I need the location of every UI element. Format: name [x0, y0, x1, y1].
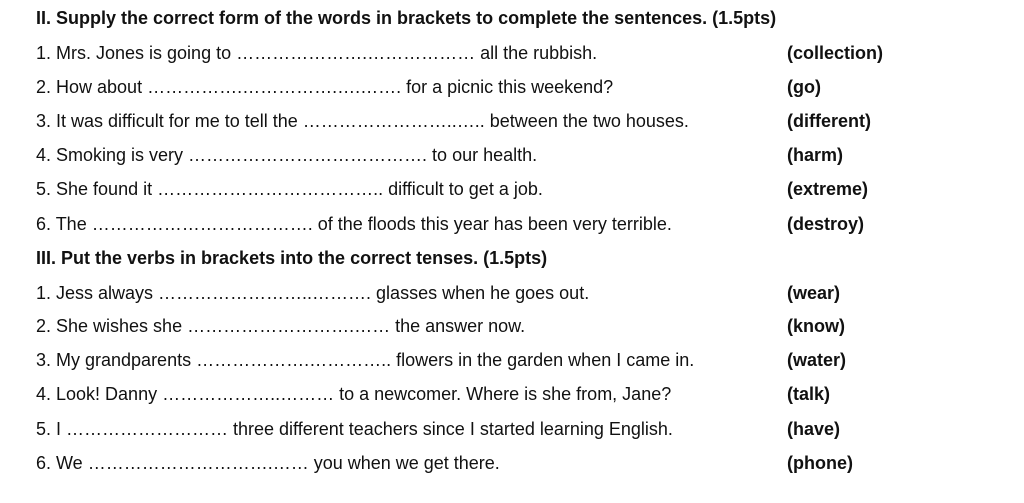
exercise-2-item-2: 2. How about …………….…………….….……. for a picnic this weekend? — [36, 77, 614, 97]
exercise-3-item-5: 5. I ……………………… three different teachers since I started learning English. — [36, 419, 673, 439]
verb-cue-phone: (phone) — [787, 453, 853, 473]
verb-cue-have: (have) — [787, 419, 841, 439]
word-cue-different: (different) — [787, 111, 871, 131]
exercise-3-item-6: 6. We ………………………….…… you when we get there. — [36, 453, 500, 473]
verb-cue-water: (water) — [787, 350, 847, 370]
verb-cue-wear: (wear) — [787, 283, 841, 303]
word-cue-destroy: (destroy) — [787, 214, 865, 234]
exercise-2-item-5: 5. She found it ……………………………….. difficult to get a job. — [36, 179, 543, 199]
exercise-3-item-4: 4. Look! Danny ………………..……… to a newcomer. Where is she from, Jane? — [36, 384, 672, 404]
exercise-2-item-6: 6. The ………………………………. of the floods this year has been very terrible. — [36, 214, 672, 234]
exercise-2-item-1: 1. Mrs. Jones is going to ………………….……………… all the rubbish. — [36, 43, 598, 63]
word-cue-collection: (collection) — [787, 43, 884, 63]
section-2-heading: II. Supply the correct form of the words in brackets to complete the sentences. (1.5pts) — [36, 8, 777, 28]
section-3-heading: III. Put the verbs in brackets into the correct tenses. (1.5pts) — [36, 248, 548, 268]
exercise-2-item-4: 4. Smoking is very …………………………………. to our health. — [36, 145, 538, 165]
word-cue-harm: (harm) — [787, 145, 844, 165]
verb-cue-talk: (talk) — [787, 384, 831, 404]
exercise-3-item-1: 1. Jess always ……………………..………. glasses when he goes out. — [36, 283, 590, 303]
verb-cue-know: (know) — [787, 316, 845, 336]
exercise-3-item-3: 3. My grandparents ……………….………….. flowers in the garden when I came in. — [36, 350, 695, 370]
word-cue-extreme: (extreme) — [787, 179, 869, 199]
exercise-3-item-2: 2. She wishes she ……………………….…… the answer now. — [36, 316, 526, 336]
word-cue-go: (go) — [787, 77, 821, 97]
exercise-2-item-3: 3. It was difficult for me to tell the ……………………..….. between the two houses. — [36, 111, 689, 131]
